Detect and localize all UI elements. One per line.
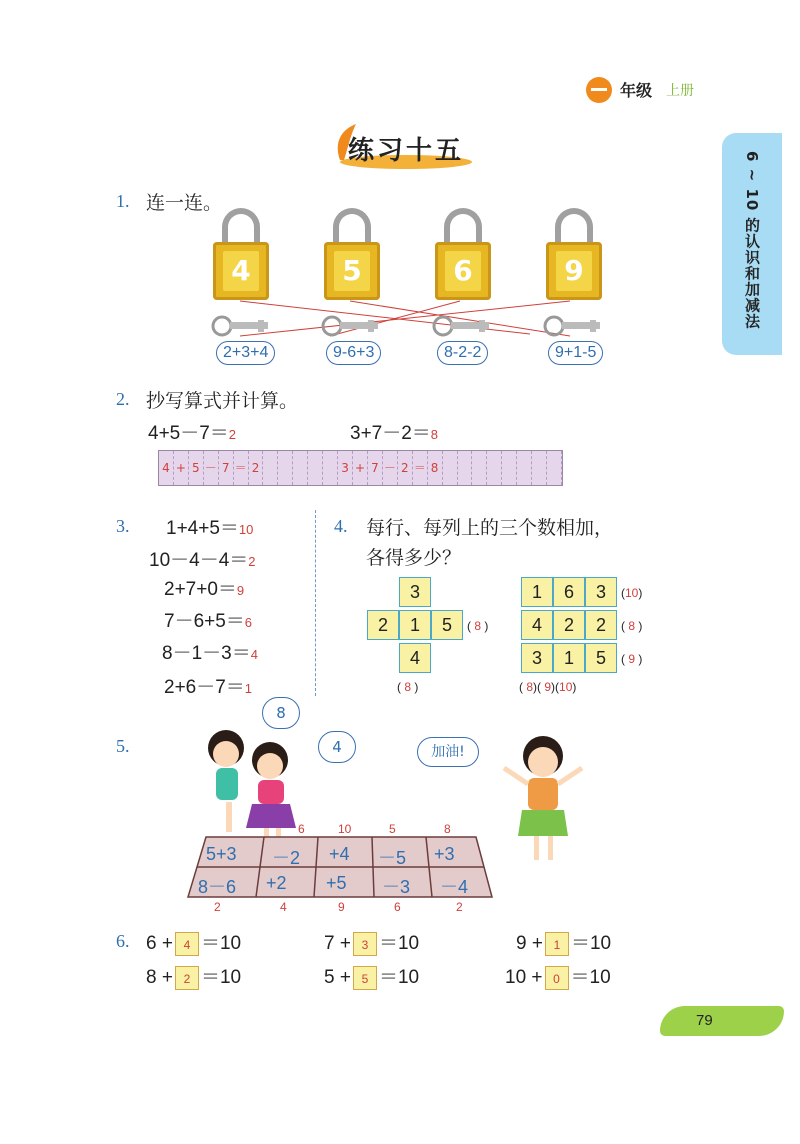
square-cell: 2 bbox=[553, 610, 585, 640]
q6-item-6: 10 + 0 ＝10 bbox=[505, 967, 611, 988]
strip-cell: ＝ bbox=[413, 451, 428, 485]
speech-bubble-2: 4 bbox=[318, 731, 356, 763]
chapter-side-tab-label: 6 ~ 10 的认识和加减法 bbox=[743, 151, 761, 330]
strip-cell bbox=[472, 451, 487, 485]
square-cell: 1 bbox=[553, 643, 585, 673]
strip-cell: ＝ bbox=[234, 451, 249, 485]
hop-cell: －5 bbox=[378, 848, 407, 868]
chapter-side-tab bbox=[722, 133, 782, 355]
q6-item-1: 6 + 4 ＝10 bbox=[146, 933, 242, 954]
strip-cell: + bbox=[174, 451, 189, 485]
strip-cell bbox=[458, 451, 473, 485]
cross-cell-bottom: 4 bbox=[399, 643, 431, 673]
strip-cell bbox=[263, 451, 278, 485]
grade-badge-icon bbox=[586, 77, 612, 103]
key-label-3: 8-2-2 bbox=[437, 341, 488, 365]
q3-number: 3. bbox=[116, 516, 130, 536]
q1-prompt: 连一连。 bbox=[146, 192, 223, 214]
strip-cell bbox=[308, 451, 323, 485]
key-label-4: 9+1-5 bbox=[548, 341, 603, 365]
cross-cell-left: 2 bbox=[367, 610, 399, 640]
strip-cell bbox=[547, 451, 562, 485]
copy-grid-strip bbox=[158, 450, 563, 486]
q3-item-4: 7－6+5＝6 bbox=[164, 611, 253, 632]
hop-top-answer-2: 10 bbox=[338, 822, 352, 836]
strip-cell: 2 bbox=[249, 451, 264, 485]
section-divider bbox=[315, 510, 316, 696]
q3-item-5: 8－1－3＝4 bbox=[162, 643, 258, 664]
strip-cell: 3 bbox=[338, 451, 353, 485]
page-title: 练习十五 bbox=[348, 136, 465, 166]
strip-cell bbox=[517, 451, 532, 485]
q4-prompt-line-1: 每行、每列上的三个数相加， bbox=[366, 517, 614, 539]
q3-item-6: 2+6－7＝1 bbox=[164, 677, 253, 698]
strip-cell: 7 bbox=[368, 451, 383, 485]
key-label-2: 9-6+3 bbox=[326, 341, 381, 365]
grade-label: 年级 bbox=[620, 81, 653, 100]
hop-cell: +3 bbox=[434, 844, 455, 864]
strip-cell bbox=[502, 451, 517, 485]
hop-bottom-answer-5: 2 bbox=[456, 900, 463, 914]
hop-cell: －3 bbox=[382, 877, 411, 897]
q6-item-3: 9 + 1 ＝10 bbox=[516, 933, 612, 954]
lock-5: 5 bbox=[324, 208, 380, 308]
hop-cell: +4 bbox=[329, 844, 350, 864]
cross-col-answer: ( 8 ) bbox=[397, 680, 419, 694]
hop-cell: +5 bbox=[326, 873, 347, 893]
strip-cell: － bbox=[383, 451, 398, 485]
key-label-1: 2+3+4 bbox=[216, 341, 275, 365]
hop-top-answer-3: 5 bbox=[389, 822, 396, 836]
strip-cell bbox=[278, 451, 293, 485]
q6-item-2: 7 + 3 ＝10 bbox=[324, 933, 420, 954]
strip-cell: 7 bbox=[219, 451, 234, 485]
square-row-answer-2: ( 8 ) bbox=[621, 619, 643, 633]
q4-number: 4. bbox=[334, 516, 348, 536]
q2-equation-1: 4+5－7＝2 bbox=[148, 423, 237, 444]
square-cell: 2 bbox=[585, 610, 617, 640]
q6-item-4: 8 + 2 ＝10 bbox=[146, 967, 242, 988]
strip-cell bbox=[293, 451, 308, 485]
speech-bubble-3: 加油! bbox=[417, 737, 479, 767]
hop-top-answer-1: 6 bbox=[298, 822, 305, 836]
square-row-answer-1: (10) bbox=[621, 586, 643, 600]
strip-cell: － bbox=[204, 451, 219, 485]
girls-illustration bbox=[186, 720, 316, 850]
q6-item-5: 5 + 5 ＝10 bbox=[324, 967, 420, 988]
square-cell: 5 bbox=[585, 643, 617, 673]
q3-item-3: 2+7+0＝9 bbox=[164, 579, 245, 600]
hop-bottom-answer-3: 9 bbox=[338, 900, 345, 914]
volume-label: 上册 bbox=[666, 83, 694, 99]
q2-number: 2. bbox=[116, 389, 130, 409]
page-number-leaf bbox=[660, 1006, 784, 1036]
strip-cell: 2 bbox=[398, 451, 413, 485]
q4-prompt-line-2: 各得多少？ bbox=[366, 547, 462, 569]
lock-6: 6 bbox=[435, 208, 491, 308]
square-row-answer-3: ( 9 ) bbox=[621, 652, 643, 666]
cross-cell-right: 5 bbox=[431, 610, 463, 640]
strip-cell bbox=[532, 451, 547, 485]
page-number: 79 bbox=[696, 1012, 713, 1029]
cross-row-answer: ( 8 ) bbox=[467, 619, 489, 633]
strip-cell bbox=[323, 451, 338, 485]
hop-cell: 8－6 bbox=[198, 877, 237, 897]
hop-bottom-answer-2: 4 bbox=[280, 900, 287, 914]
hop-top-answer-4: 8 bbox=[444, 822, 451, 836]
hop-bottom-answer-1: 2 bbox=[214, 900, 221, 914]
q3-item-2: 10－4－4＝2 bbox=[149, 550, 256, 571]
cheering-girl-illustration bbox=[498, 732, 588, 872]
q5-number: 5. bbox=[116, 736, 130, 756]
hop-bottom-answer-4: 6 bbox=[394, 900, 401, 914]
square-cell: 3 bbox=[521, 643, 553, 673]
cross-cell-center: 1 bbox=[399, 610, 431, 640]
square-cell: 1 bbox=[521, 577, 553, 607]
square-cell: 3 bbox=[585, 577, 617, 607]
square-cell: 4 bbox=[521, 610, 553, 640]
hop-cell: 5+3 bbox=[206, 844, 237, 864]
q1-number: 1. bbox=[116, 191, 130, 211]
strip-cell: 8 bbox=[428, 451, 443, 485]
q6-number: 6. bbox=[116, 931, 130, 951]
strip-cell bbox=[443, 451, 458, 485]
speech-bubble-1: 8 bbox=[262, 697, 300, 729]
hop-cell: +2 bbox=[266, 873, 287, 893]
square-col-answers: ( 8)( 9)(10) bbox=[519, 680, 577, 694]
square-cell: 6 bbox=[553, 577, 585, 607]
q3-item-1: 1+4+5＝10 bbox=[166, 518, 254, 539]
q2-prompt: 抄写算式并计算。 bbox=[146, 390, 299, 412]
strip-cell: 4 bbox=[159, 451, 174, 485]
strip-cell bbox=[487, 451, 502, 485]
lock-4: 4 bbox=[213, 208, 269, 308]
hop-cell: －4 bbox=[440, 877, 469, 897]
hop-cell: －2 bbox=[272, 848, 301, 868]
strip-cell: 5 bbox=[189, 451, 204, 485]
cross-cell-top: 3 bbox=[399, 577, 431, 607]
lock-9: 9 bbox=[546, 208, 602, 308]
strip-cell: + bbox=[353, 451, 368, 485]
q2-equation-2: 3+7－2＝8 bbox=[350, 423, 439, 444]
title-banner bbox=[326, 122, 474, 172]
